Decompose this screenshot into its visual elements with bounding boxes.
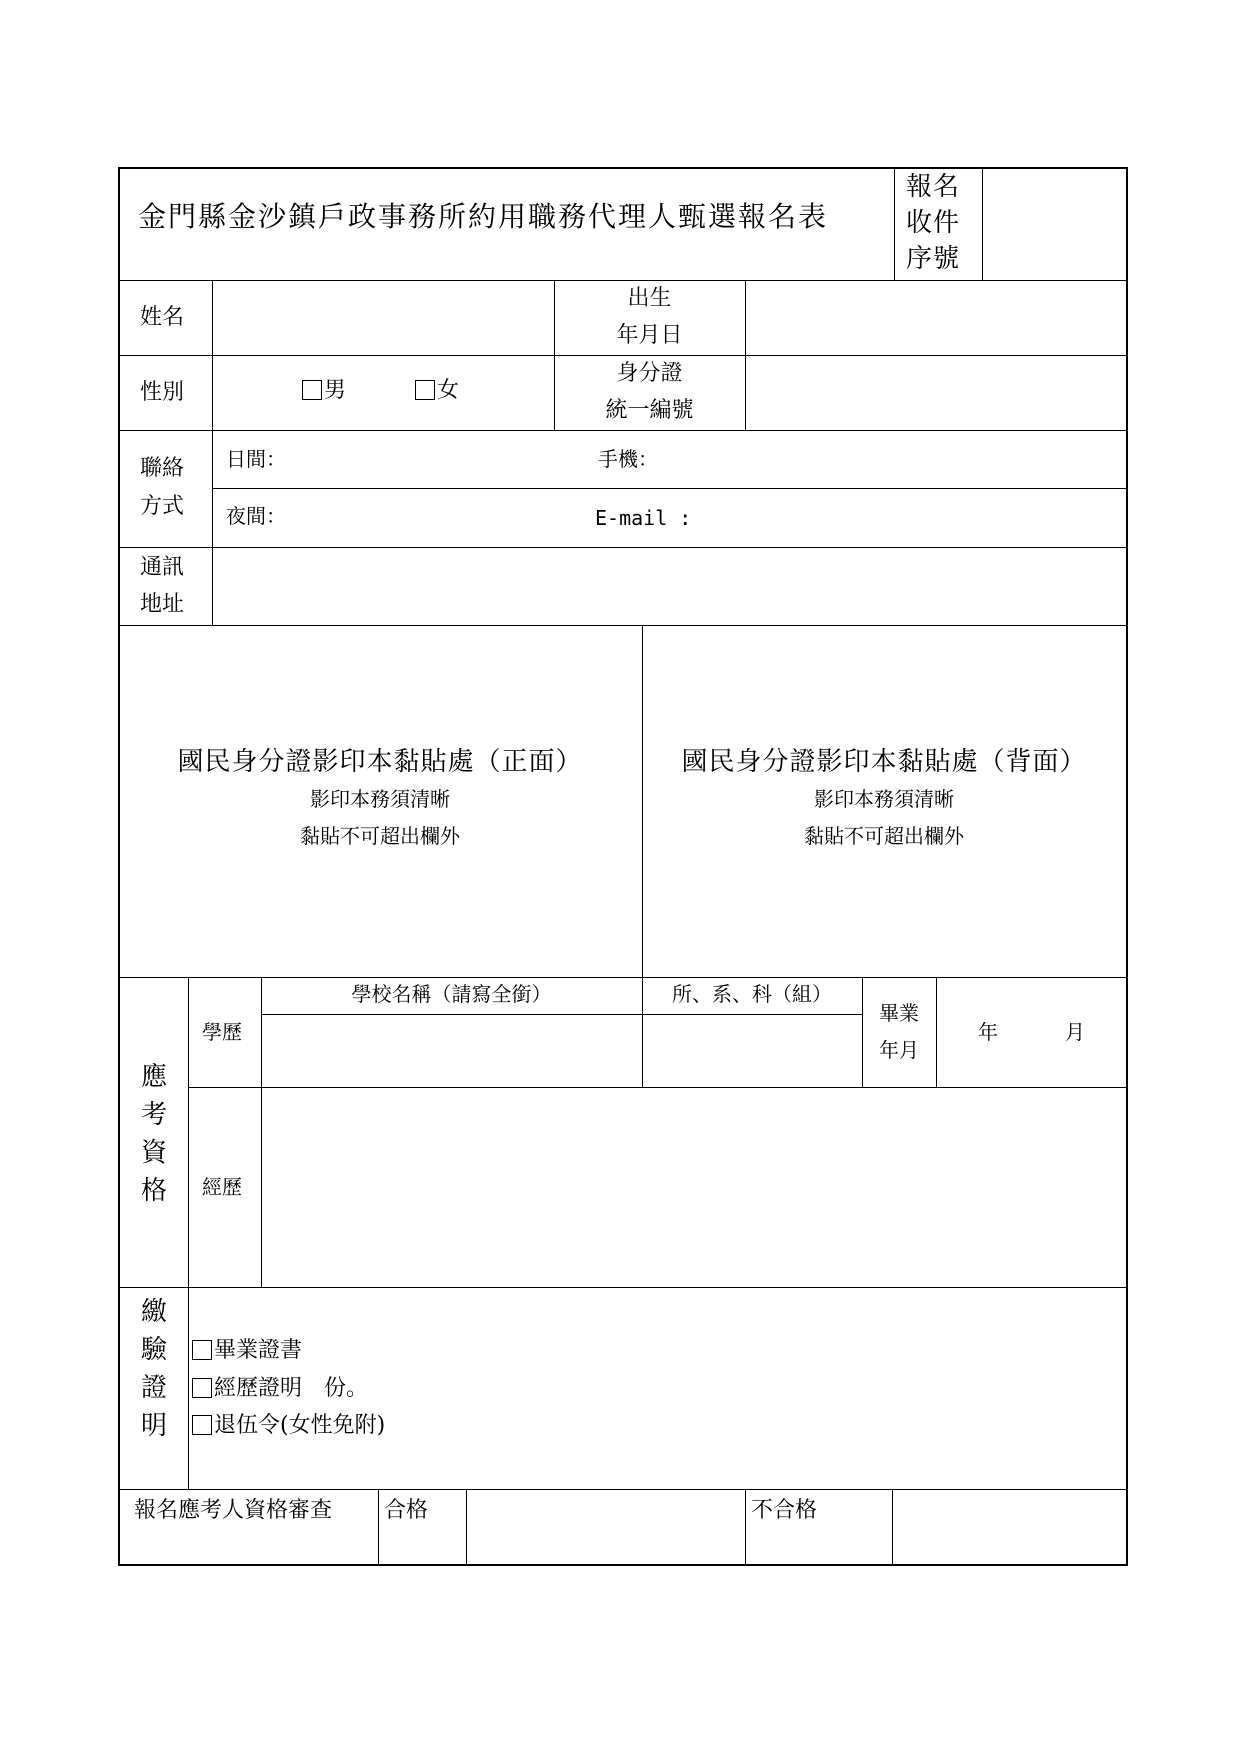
address-field[interactable] bbox=[214, 549, 1126, 623]
mobile-label: 手機： bbox=[598, 447, 658, 471]
night-phone-field[interactable] bbox=[290, 492, 580, 544]
graduation-year-label: 年 bbox=[978, 1020, 998, 1044]
name-field[interactable] bbox=[214, 282, 552, 354]
contact-label-2: 方式 bbox=[140, 494, 185, 519]
graduation-month-label: 月 bbox=[1065, 1020, 1085, 1044]
qualification-label: 應考資格 bbox=[140, 1062, 167, 1206]
divider bbox=[118, 280, 1128, 281]
night-phone-label: 夜間： bbox=[226, 504, 286, 528]
contact-label-1: 聯絡 bbox=[140, 456, 185, 481]
school-name-field[interactable] bbox=[263, 1016, 640, 1085]
address-label-1: 通訊 bbox=[140, 555, 185, 580]
divider bbox=[118, 1287, 1128, 1288]
divider bbox=[212, 280, 213, 625]
graduation-label-1: 畢業 bbox=[879, 1001, 919, 1025]
document-item-experience[interactable] bbox=[192, 1378, 368, 1400]
school-name-header: 學校名稱（請寫全銜） bbox=[351, 982, 552, 1006]
review-pass-label: 合格 bbox=[384, 1498, 429, 1523]
id-back-note-1: 影印本務須清晰 bbox=[814, 787, 954, 811]
graduation-date-field[interactable] bbox=[938, 979, 1126, 1085]
divider bbox=[118, 625, 1128, 626]
divider bbox=[118, 355, 1128, 356]
review-pass-field[interactable] bbox=[468, 1491, 743, 1564]
divider bbox=[892, 1489, 893, 1566]
checkbox-icon[interactable] bbox=[192, 1340, 212, 1360]
document-item-diploma[interactable] bbox=[192, 1340, 302, 1362]
id-number-field[interactable] bbox=[747, 357, 1126, 429]
id-back-paste-area[interactable] bbox=[644, 627, 1126, 975]
birth-label-2: 年月日 bbox=[616, 323, 683, 348]
department-field[interactable] bbox=[644, 1016, 860, 1085]
divider bbox=[212, 488, 1128, 489]
divider bbox=[118, 1489, 1128, 1490]
receipt-number-label-3: 序號 bbox=[906, 244, 961, 274]
divider bbox=[261, 977, 262, 1287]
receipt-number-field[interactable] bbox=[984, 169, 1126, 279]
receipt-number-label-2: 收件 bbox=[906, 208, 961, 238]
divider bbox=[261, 1014, 862, 1015]
document-item-discharge[interactable] bbox=[192, 1415, 385, 1437]
id-front-note-1: 影印本務須清晰 bbox=[310, 787, 450, 811]
form-title: 金門縣金沙鎮戶政事務所約用職務代理人甄選報名表 bbox=[138, 200, 829, 233]
document-item-experience-label: 經歷證明 份。 bbox=[214, 1376, 369, 1401]
id-back-note-2: 黏貼不可超出欄外 bbox=[804, 824, 964, 848]
divider bbox=[466, 1489, 467, 1566]
gender-male-label: 男 bbox=[324, 378, 347, 403]
divider bbox=[378, 1489, 379, 1566]
email-label: E-mail : bbox=[595, 506, 692, 530]
divider bbox=[745, 1489, 746, 1566]
divider bbox=[862, 977, 863, 1087]
mobile-field[interactable] bbox=[665, 436, 1115, 484]
id-label-2: 統一編號 bbox=[605, 398, 694, 423]
gender-male-option[interactable] bbox=[302, 380, 346, 402]
divider bbox=[936, 977, 937, 1087]
id-front-title: 國民身分證影印本黏貼處（正面） bbox=[177, 747, 583, 777]
checkbox-icon[interactable] bbox=[192, 1415, 212, 1435]
education-label: 學歷 bbox=[202, 1020, 242, 1044]
checkbox-icon[interactable] bbox=[192, 1378, 212, 1398]
address-label-2: 地址 bbox=[140, 592, 185, 617]
id-label-1: 身分證 bbox=[616, 361, 683, 386]
id-back-title: 國民身分證影印本黏貼處（背面） bbox=[681, 747, 1087, 777]
divider bbox=[894, 167, 895, 280]
document-item-discharge-label: 退伍令(女性免附) bbox=[214, 1413, 386, 1438]
gender-female-option[interactable] bbox=[415, 380, 459, 402]
receipt-number-label-1: 報名 bbox=[906, 172, 961, 202]
divider bbox=[118, 977, 1128, 978]
id-front-note-2: 黏貼不可超出欄外 bbox=[300, 824, 460, 848]
review-fail-label: 不合格 bbox=[751, 1498, 818, 1523]
review-fail-field[interactable] bbox=[894, 1491, 1126, 1564]
documents-label: 繳驗證明 bbox=[140, 1297, 167, 1441]
experience-field[interactable] bbox=[263, 1089, 1126, 1285]
gender-label: 性別 bbox=[140, 380, 185, 405]
graduation-label-2: 年月 bbox=[879, 1038, 919, 1062]
divider bbox=[118, 430, 1128, 431]
name-label: 姓名 bbox=[140, 305, 185, 330]
day-phone-label: 日間： bbox=[226, 447, 286, 471]
checkbox-icon[interactable] bbox=[415, 380, 435, 400]
department-header: 所、系、科（組） bbox=[672, 982, 832, 1006]
experience-label: 經歷 bbox=[202, 1175, 242, 1199]
checkbox-icon[interactable] bbox=[302, 380, 322, 400]
divider bbox=[982, 167, 983, 280]
birth-date-field[interactable] bbox=[747, 282, 1126, 354]
divider bbox=[188, 1087, 1128, 1088]
id-front-paste-area[interactable] bbox=[120, 627, 640, 975]
document-item-diploma-label: 畢業證書 bbox=[214, 1338, 303, 1363]
divider bbox=[118, 547, 1128, 548]
day-phone-field[interactable] bbox=[290, 436, 580, 484]
divider bbox=[642, 625, 643, 1087]
birth-label-1: 出生 bbox=[627, 286, 672, 311]
divider bbox=[188, 977, 189, 1489]
review-label: 報名應考人資格審查 bbox=[134, 1498, 333, 1523]
gender-female-label: 女 bbox=[437, 378, 460, 403]
email-field[interactable] bbox=[700, 492, 1115, 544]
